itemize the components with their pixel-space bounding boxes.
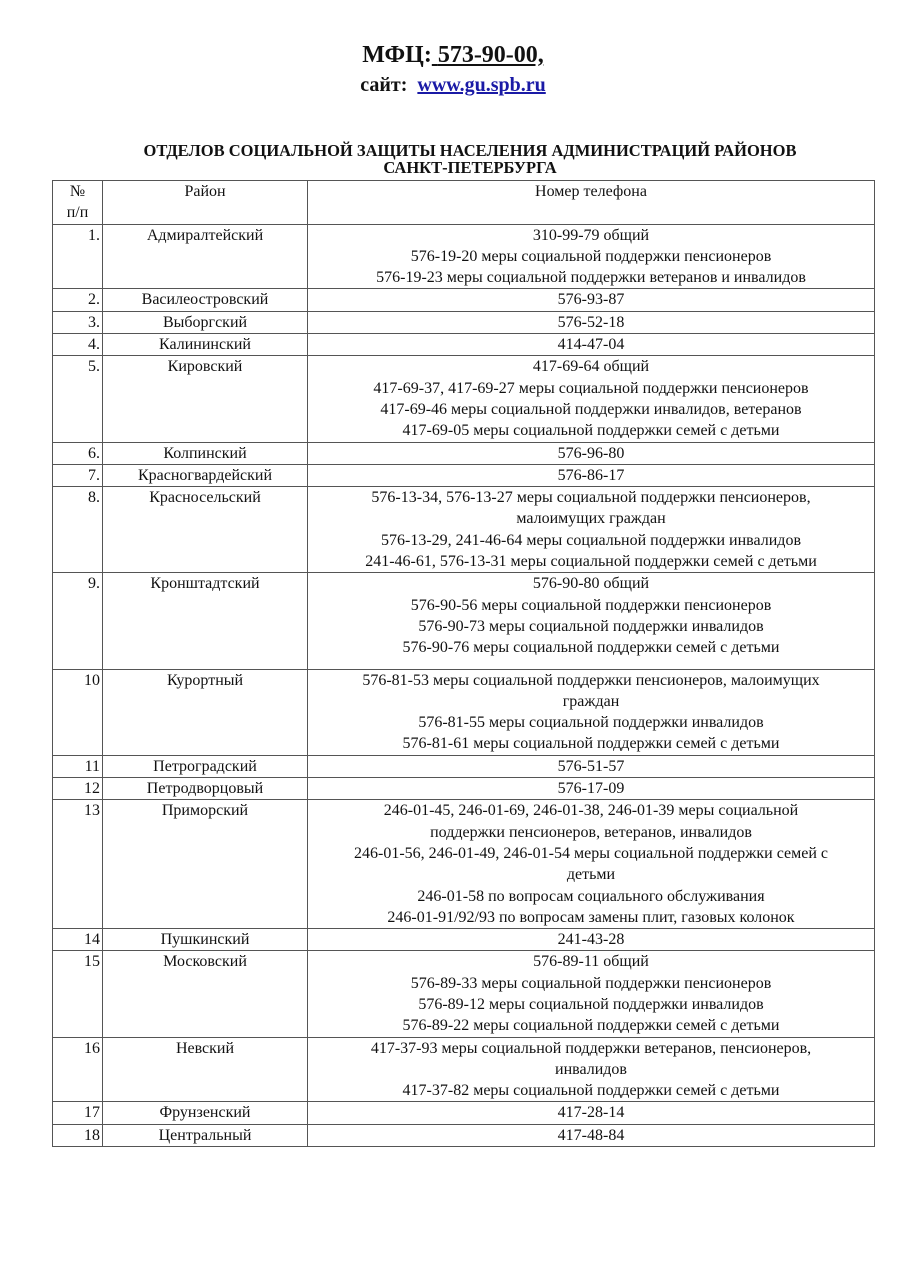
table-row [53,929,875,951]
phone-line: 246-01-56, 246-01-49, 246-01-54 меры социальной поддержки семей с [354,844,828,862]
row-phones [308,573,875,669]
phone-line: 417-69-64 общий [532,358,650,376]
row-district: Приморский [103,800,308,929]
table-row [53,800,875,929]
row-number: 17 [53,1102,103,1124]
table-row [53,573,875,669]
phone-line: 576-51-57 [557,757,625,775]
row-number: 5. [53,356,103,442]
table-row [53,951,875,1037]
phone-line: 576-89-33 меры социальной поддержки пенсионеров [410,974,772,992]
row-phones [308,356,875,442]
table-row [53,755,875,777]
row-number: 18 [53,1124,103,1146]
row-district: Петроградский [103,755,308,777]
header-district: Район [103,181,308,225]
title-line-1: ОТДЕЛОВ СОЦИАЛЬНОЙ ЗАЩИТЫ НАСЕЛЕНИЯ АДМИНИСТРАЦИЙ РАЙОНОВ [143,141,797,160]
document-title [60,142,880,176]
row-district: Невский [103,1037,308,1102]
phone-line: 576-81-53 меры социальной поддержки пенсионеров, малоимущих [362,671,820,689]
phone-line: 417-37-93 меры социальной поддержки ветеранов, пенсионеров, [370,1039,812,1057]
row-district: Красногвардейский [103,464,308,486]
site-heading [0,74,906,97]
row-number: 11 [53,755,103,777]
row-phones [308,951,875,1037]
row-phones [308,800,875,929]
row-number: 2. [53,289,103,311]
phone-line: 576-89-11 общий [533,953,649,971]
row-district: Курортный [103,669,308,755]
phone-line: 576-13-29, 241-46-64 меры социальной поддержки инвалидов [381,531,801,549]
mfc-heading [0,42,906,69]
table-row [53,224,875,289]
title-line-2: САНКТ-ПЕТЕРБУРГА [383,158,557,177]
phone-line: 576-89-22 меры социальной поддержки семей с детьми [402,1017,780,1035]
phone-line: 246-01-91/92/93 по вопросам замены плит, газовых колонок [387,908,795,926]
table-row [53,669,875,755]
phone-line: 414-47-04 [557,336,625,354]
phone-line: 310-99-79 общий [532,226,650,244]
site-label: сайт: [360,74,408,96]
mfc-label: МФЦ: [362,42,432,68]
phone-line: 576-90-73 меры социальной поддержки инвалидов [418,617,764,635]
phone-line: 417-37-82 меры социальной поддержки семей с детьми [402,1082,780,1100]
phone-line: 576-52-18 [557,313,625,331]
row-number: 12 [53,778,103,800]
row-number: 9. [53,573,103,669]
phone-line: 417-69-05 меры социальной поддержки семей с детьми [402,422,780,440]
row-number: 10 [53,669,103,755]
districts-table [52,180,875,1147]
table-row [53,1102,875,1124]
row-district: Красносельский [103,487,308,573]
phone-line: 576-90-56 меры социальной поддержки пенсионеров [410,596,772,614]
row-district: Московский [103,951,308,1037]
row-district: Василеостровский [103,289,308,311]
phone-line: поддержки пенсионеров, ветеранов, инвалидов [430,823,752,841]
site-link[interactable]: www.gu.spb.ru [417,74,546,96]
phone-line: 576-19-23 меры социальной поддержки ветеранов и инвалидов [376,269,806,287]
phone-line: 576-90-80 общий [532,575,650,593]
table-row [53,356,875,442]
row-number: 13 [53,800,103,929]
table-body [53,224,875,1146]
row-number: 6. [53,442,103,464]
table-header-row [53,181,875,225]
phone-line: 576-86-17 [557,466,625,484]
row-district: Кировский [103,356,308,442]
table-row [53,1124,875,1146]
row-phones [308,311,875,333]
phone-line: 576-13-34, 576-13-27 меры социальной поддержки пенсионеров, [371,489,811,507]
phone-line: 241-43-28 [557,931,625,949]
row-phones [308,334,875,356]
phone-line: 576-90-76 меры социальной поддержки семей с детьми [402,639,780,657]
row-phones [308,289,875,311]
row-phones [308,1037,875,1102]
row-district: Кронштадтский [103,573,308,669]
row-district: Колпинский [103,442,308,464]
row-phones [308,224,875,289]
phone-line: 576-81-61 меры социальной поддержки семей с детьми [402,735,780,753]
table-row [53,311,875,333]
phone-line: граждан [562,692,620,710]
row-phones [308,487,875,573]
row-number: 14 [53,929,103,951]
phone-line: 576-19-20 меры социальной поддержки пенсионеров [410,247,772,265]
phone-line: 417-28-14 [557,1104,625,1122]
row-district: Выборгский [103,311,308,333]
row-number: 16 [53,1037,103,1102]
row-phones [308,929,875,951]
phone-line: 576-17-09 [557,780,625,798]
phone-line: 576-81-55 меры социальной поддержки инвалидов [418,714,764,732]
phone-line: 246-01-58 по вопросам социального обслуживания [417,887,765,905]
row-phones [308,778,875,800]
table-row [53,1037,875,1102]
phone-line: 241-46-61, 576-13-31 меры социальной поддержки семей с детьми [365,553,817,571]
row-phones [308,442,875,464]
row-number: 7. [53,464,103,486]
row-district: Адмиралтейский [103,224,308,289]
row-number: 15 [53,951,103,1037]
table-row [53,334,875,356]
row-phones [308,755,875,777]
row-phones [308,1124,875,1146]
header-phone: Номер телефона [308,181,875,225]
row-district: Фрунзенский [103,1102,308,1124]
row-phones [308,464,875,486]
row-district: Пушкинский [103,929,308,951]
row-phones [308,1102,875,1124]
row-district: Калининский [103,334,308,356]
row-district: Центральный [103,1124,308,1146]
mfc-phone: 573-90-00, [437,42,544,68]
phone-line: малоимущих граждан [516,510,666,528]
phone-line: 576-89-12 меры социальной поддержки инвалидов [418,995,764,1013]
phone-line: 417-69-37, 417-69-27 меры социальной поддержки пенсионеров [373,379,809,397]
row-number: 3. [53,311,103,333]
table-row [53,442,875,464]
phone-line: 417-48-84 [557,1126,625,1144]
table-row [53,289,875,311]
phone-line: 576-96-80 [557,444,625,462]
table-row [53,487,875,573]
phone-line: инвалидов [555,1060,627,1078]
row-number: 4. [53,334,103,356]
row-phones [308,669,875,755]
phone-line: 417-69-46 меры социальной поддержки инвалидов, ветеранов [380,400,802,418]
phone-line: 576-93-87 [557,291,625,309]
row-number: 8. [53,487,103,573]
row-number: 1. [53,224,103,289]
header-number: № п/п [53,181,103,225]
table-row [53,464,875,486]
phone-line: 246-01-45, 246-01-69, 246-01-38, 246-01-39 меры социальной [383,802,799,820]
row-district: Петродворцовый [103,778,308,800]
table-row [53,778,875,800]
phone-line: детьми [566,866,616,884]
